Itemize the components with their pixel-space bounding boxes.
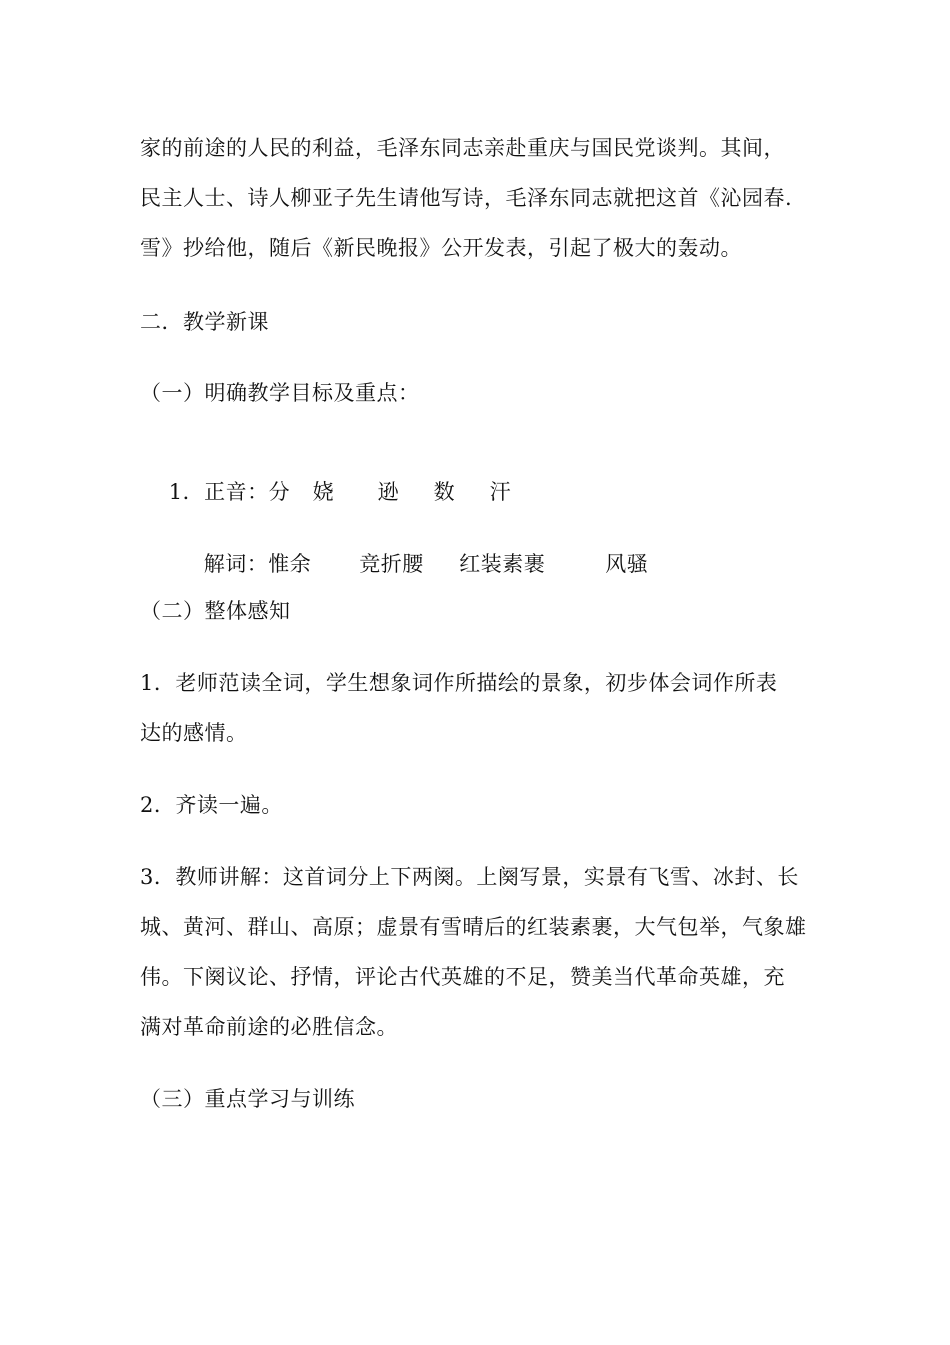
section-heading: 二．教学新课 — [140, 310, 269, 334]
vocab-row — [175, 525, 648, 603]
subsection-heading-3: （三）重点学习与训练 — [140, 1087, 355, 1111]
vocab-word: 惟余 — [268, 552, 312, 576]
step-1-line-2: 达的感情。 — [140, 721, 248, 745]
pronunciation-char: 数 — [433, 480, 456, 504]
subsection-heading-1: （一）明确教学目标及重点： — [140, 381, 420, 405]
intro-line-1: 家的前途的人民的利益，毛泽东同志亲赴重庆与国民党谈判。其间， — [140, 136, 785, 160]
intro-line-2: 民主人士、诗人柳亚子先生请他写诗，毛泽东同志就把这首《沁园春. — [140, 186, 793, 210]
pronunciation-char: 分 — [268, 480, 291, 504]
vocab-word: 风骚 — [605, 552, 649, 576]
subsection-heading-2: （二）整体感知 — [140, 599, 291, 623]
step-1-line-1: 1．老师范读全词，学生想象词作所描绘的景象，初步体会词作所表 — [140, 671, 778, 695]
vocab-label: 解词： — [203, 552, 269, 576]
pronunciation-char: 逊 — [377, 480, 400, 504]
step-2: 2．齐读一遍。 — [140, 793, 283, 817]
step-3-line-3: 伟。下阕议论、抒情，评论古代英雄的不足，赞美当代革命英雄，充 — [140, 965, 785, 989]
intro-line-3: 雪》抄给他，随后《新民晚报》公开发表，引起了极大的轰动。 — [140, 236, 742, 260]
pronunciation-label: 1．正音： — [168, 480, 269, 504]
pronunciation-row — [140, 453, 511, 531]
step-3-line-2: 城、黄河、群山、高原；虚景有雪晴后的红装素裹，大气包举，气象雄 — [140, 915, 807, 939]
pronunciation-char: 汗 — [489, 480, 512, 504]
step-3-line-4: 满对革命前途的必胜信念。 — [140, 1015, 398, 1039]
step-3-line-1: 3．教师讲解：这首词分上下两阕。上阕写景，实景有飞雪、冰封、长 — [140, 865, 799, 889]
vocab-word: 红装素裹 — [459, 552, 546, 576]
vocab-word: 竞折腰 — [359, 552, 424, 576]
pronunciation-char: 娆 — [312, 480, 335, 504]
